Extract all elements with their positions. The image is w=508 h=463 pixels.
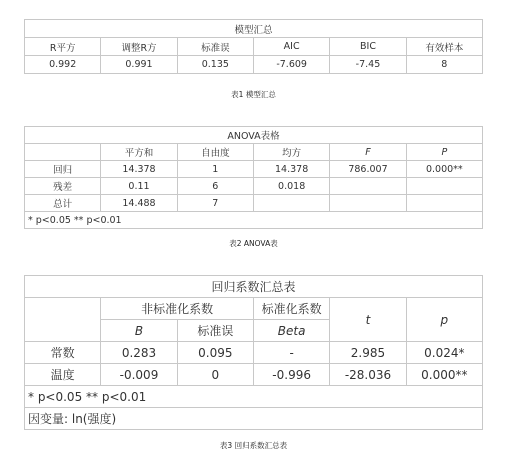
table-cell: 2.985 [330, 342, 406, 364]
header-cell: F [330, 144, 406, 161]
header-cell-beta: Beta [253, 320, 329, 342]
table-row [25, 364, 483, 386]
table-cell: 回归 [25, 161, 101, 178]
significance-note: * p<0.05 ** p<0.01 [25, 212, 483, 229]
table-cell: 1 [177, 161, 253, 178]
header-cell-b: B [101, 320, 177, 342]
model-summary-table [24, 19, 483, 74]
table-cell [330, 195, 406, 212]
table-cell: 0.11 [101, 178, 177, 195]
header-cell [25, 144, 101, 161]
table-cell: 0.000** [406, 161, 482, 178]
table-cell: -7.45 [330, 56, 406, 74]
table-cell: 0.018 [253, 178, 329, 195]
header-group-unstandardized: 非标准化系数 [101, 298, 254, 320]
dependent-variable-note: 因变量: ln(强度) [25, 408, 483, 430]
table-row [25, 342, 483, 364]
table-cell [406, 178, 482, 195]
header-cell: P [406, 144, 482, 161]
table-cell: 6 [177, 178, 253, 195]
table-cell: 0.283 [101, 342, 177, 364]
table-row [25, 178, 483, 195]
table-cell: 0.024* [406, 342, 482, 364]
table-title: 模型汇总 [25, 20, 483, 38]
header-cell-p: p [406, 298, 482, 342]
table-row [25, 161, 483, 178]
table-cell: 0.992 [25, 56, 101, 74]
table-caption: 表1 模型汇总 [231, 90, 276, 99]
table-cell: 786.007 [330, 161, 406, 178]
table-row [25, 195, 483, 212]
table-cell: 0.991 [101, 56, 177, 74]
table-cell: 14.378 [101, 161, 177, 178]
note-row [25, 386, 483, 408]
header-cell: 平方和 [101, 144, 177, 161]
table-caption: 表3 回归系数汇总表 [219, 441, 288, 450]
header-cell: 标准误 [177, 38, 253, 56]
header-row [25, 38, 483, 56]
table-cell: -7.609 [253, 56, 329, 74]
table-cell: 0.095 [177, 342, 253, 364]
table-cell: 总计 [25, 195, 101, 212]
table-cell: -28.036 [330, 364, 406, 386]
table-cell: 14.378 [253, 161, 329, 178]
table-cell: 残差 [25, 178, 101, 195]
table-cell: 温度 [25, 364, 101, 386]
header-cell: 自由度 [177, 144, 253, 161]
table-cell: - [253, 342, 329, 364]
table-cell: 0.000** [406, 364, 482, 386]
table-cell: 0 [177, 364, 253, 386]
header-cell: 调整R方 [101, 38, 177, 56]
header-cell: BIC [330, 38, 406, 56]
table-title: 回归系数汇总表 [25, 276, 483, 298]
header-cell-se: 标准误 [177, 320, 253, 342]
table-cell: 0.135 [177, 56, 253, 74]
header-cell: AIC [253, 38, 329, 56]
table-title: ANOVA表格 [25, 127, 483, 144]
note-row [25, 408, 483, 430]
table-cell: 7 [177, 195, 253, 212]
header-row [25, 298, 483, 320]
header-group-standardized: 标准化系数 [253, 298, 329, 320]
significance-note: * p<0.05 ** p<0.01 [25, 386, 483, 408]
anova-table [24, 126, 483, 229]
header-cell-blank [25, 298, 101, 342]
header-cell: 有效样本 [406, 38, 482, 56]
table-caption: 表2 ANOVA表 [229, 239, 278, 248]
table-cell: 14.488 [101, 195, 177, 212]
table-cell [406, 195, 482, 212]
table-cell: 常数 [25, 342, 101, 364]
table-cell: 8 [406, 56, 482, 74]
table-cell [330, 178, 406, 195]
note-row [25, 212, 483, 229]
header-cell: R平方 [25, 38, 101, 56]
header-cell: 均方 [253, 144, 329, 161]
header-cell-t: t [330, 298, 406, 342]
table-cell: -0.996 [253, 364, 329, 386]
header-row [25, 144, 483, 161]
table-cell: -0.009 [101, 364, 177, 386]
coefficients-table [24, 275, 483, 430]
table-cell [253, 195, 329, 212]
table-row [25, 56, 483, 74]
